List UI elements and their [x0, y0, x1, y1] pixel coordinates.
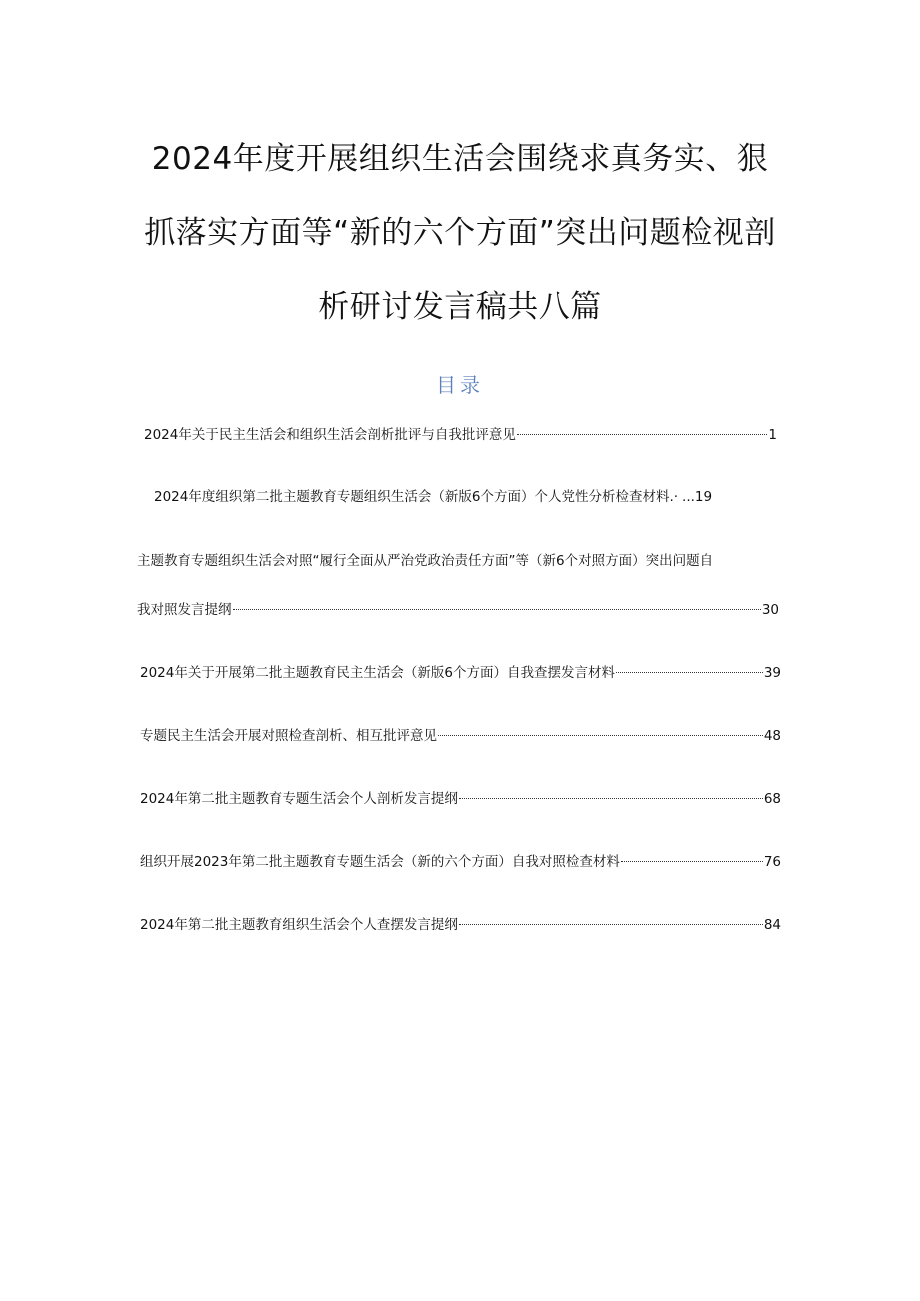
- toc-entry-page: 30: [761, 602, 779, 618]
- toc-entry-page: 84: [763, 917, 781, 933]
- toc-entry-page: 68: [763, 791, 781, 807]
- toc-entry[interactable]: [140, 852, 781, 872]
- toc-leader-dots: [233, 609, 761, 610]
- toc-entry-page: 76: [763, 854, 781, 870]
- toc-leader-dots: [438, 735, 763, 736]
- document-title-line-1: 2024年度开展组织生活会围绕求真务实、狠: [151, 141, 769, 177]
- toc-entry-page: 39: [763, 665, 781, 681]
- toc-entry-text: 2024年关于民主生活会和组织生活会剖析批评与自我批评意见: [144, 427, 516, 443]
- document-title-line-2: 抓落实方面等“新的六个方面”突出问题检视剖: [144, 215, 776, 251]
- toc-entry-text: 2024年第二批主题教育专题生活会个人剖析发言提纲: [140, 791, 458, 807]
- toc-leader-dots: [459, 798, 763, 799]
- toc-entry-text: 2024年第二批主题教育组织生活会个人查摆发言提纲: [140, 917, 458, 933]
- toc-leader-dots: [517, 434, 768, 435]
- toc-entry-text-line-2: 我对照发言提纲: [137, 602, 232, 618]
- document-title-line-3: 析研讨发言稿共八篇: [318, 289, 602, 325]
- toc-entry[interactable]: [140, 726, 781, 746]
- toc-entry-page: 1: [768, 427, 777, 443]
- toc-entry[interactable]: [154, 487, 770, 507]
- toc-heading: 目录: [436, 373, 484, 397]
- toc-leader-dots: [459, 924, 763, 925]
- toc-entry-text-line-1[interactable]: 主题教育专题组织生活会对照“履行全面从严治党政治责任方面”等（新6个对照方面）突出问题自: [137, 553, 714, 569]
- toc-entry-text: 2024年关于开展第二批主题教育民主生活会（新版6个方面）自我查摆发言材料: [140, 665, 615, 681]
- toc-leader-dots: [616, 672, 763, 673]
- toc-entry-page: 48: [763, 728, 781, 744]
- toc-entry[interactable]: [140, 663, 781, 683]
- toc-entry[interactable]: [137, 600, 779, 620]
- toc-entry-text: 组织开展2023年第二批主题教育专题生活会（新的六个方面）自我对照检查材料: [140, 854, 620, 870]
- toc-entry-text: 专题民主生活会开展对照检查剖析、相互批评意见: [140, 728, 437, 744]
- toc-entry[interactable]: [140, 915, 781, 935]
- toc-entry[interactable]: [144, 425, 777, 445]
- toc-entry-text: 2024年度组织第二批主题教育专题组织生活会（新版6个方面）个人党性分析检查材料.·: [154, 489, 679, 505]
- toc-entry-page: ...19: [682, 489, 713, 505]
- toc-entry[interactable]: [140, 789, 781, 809]
- toc-leader-dots: [621, 861, 763, 862]
